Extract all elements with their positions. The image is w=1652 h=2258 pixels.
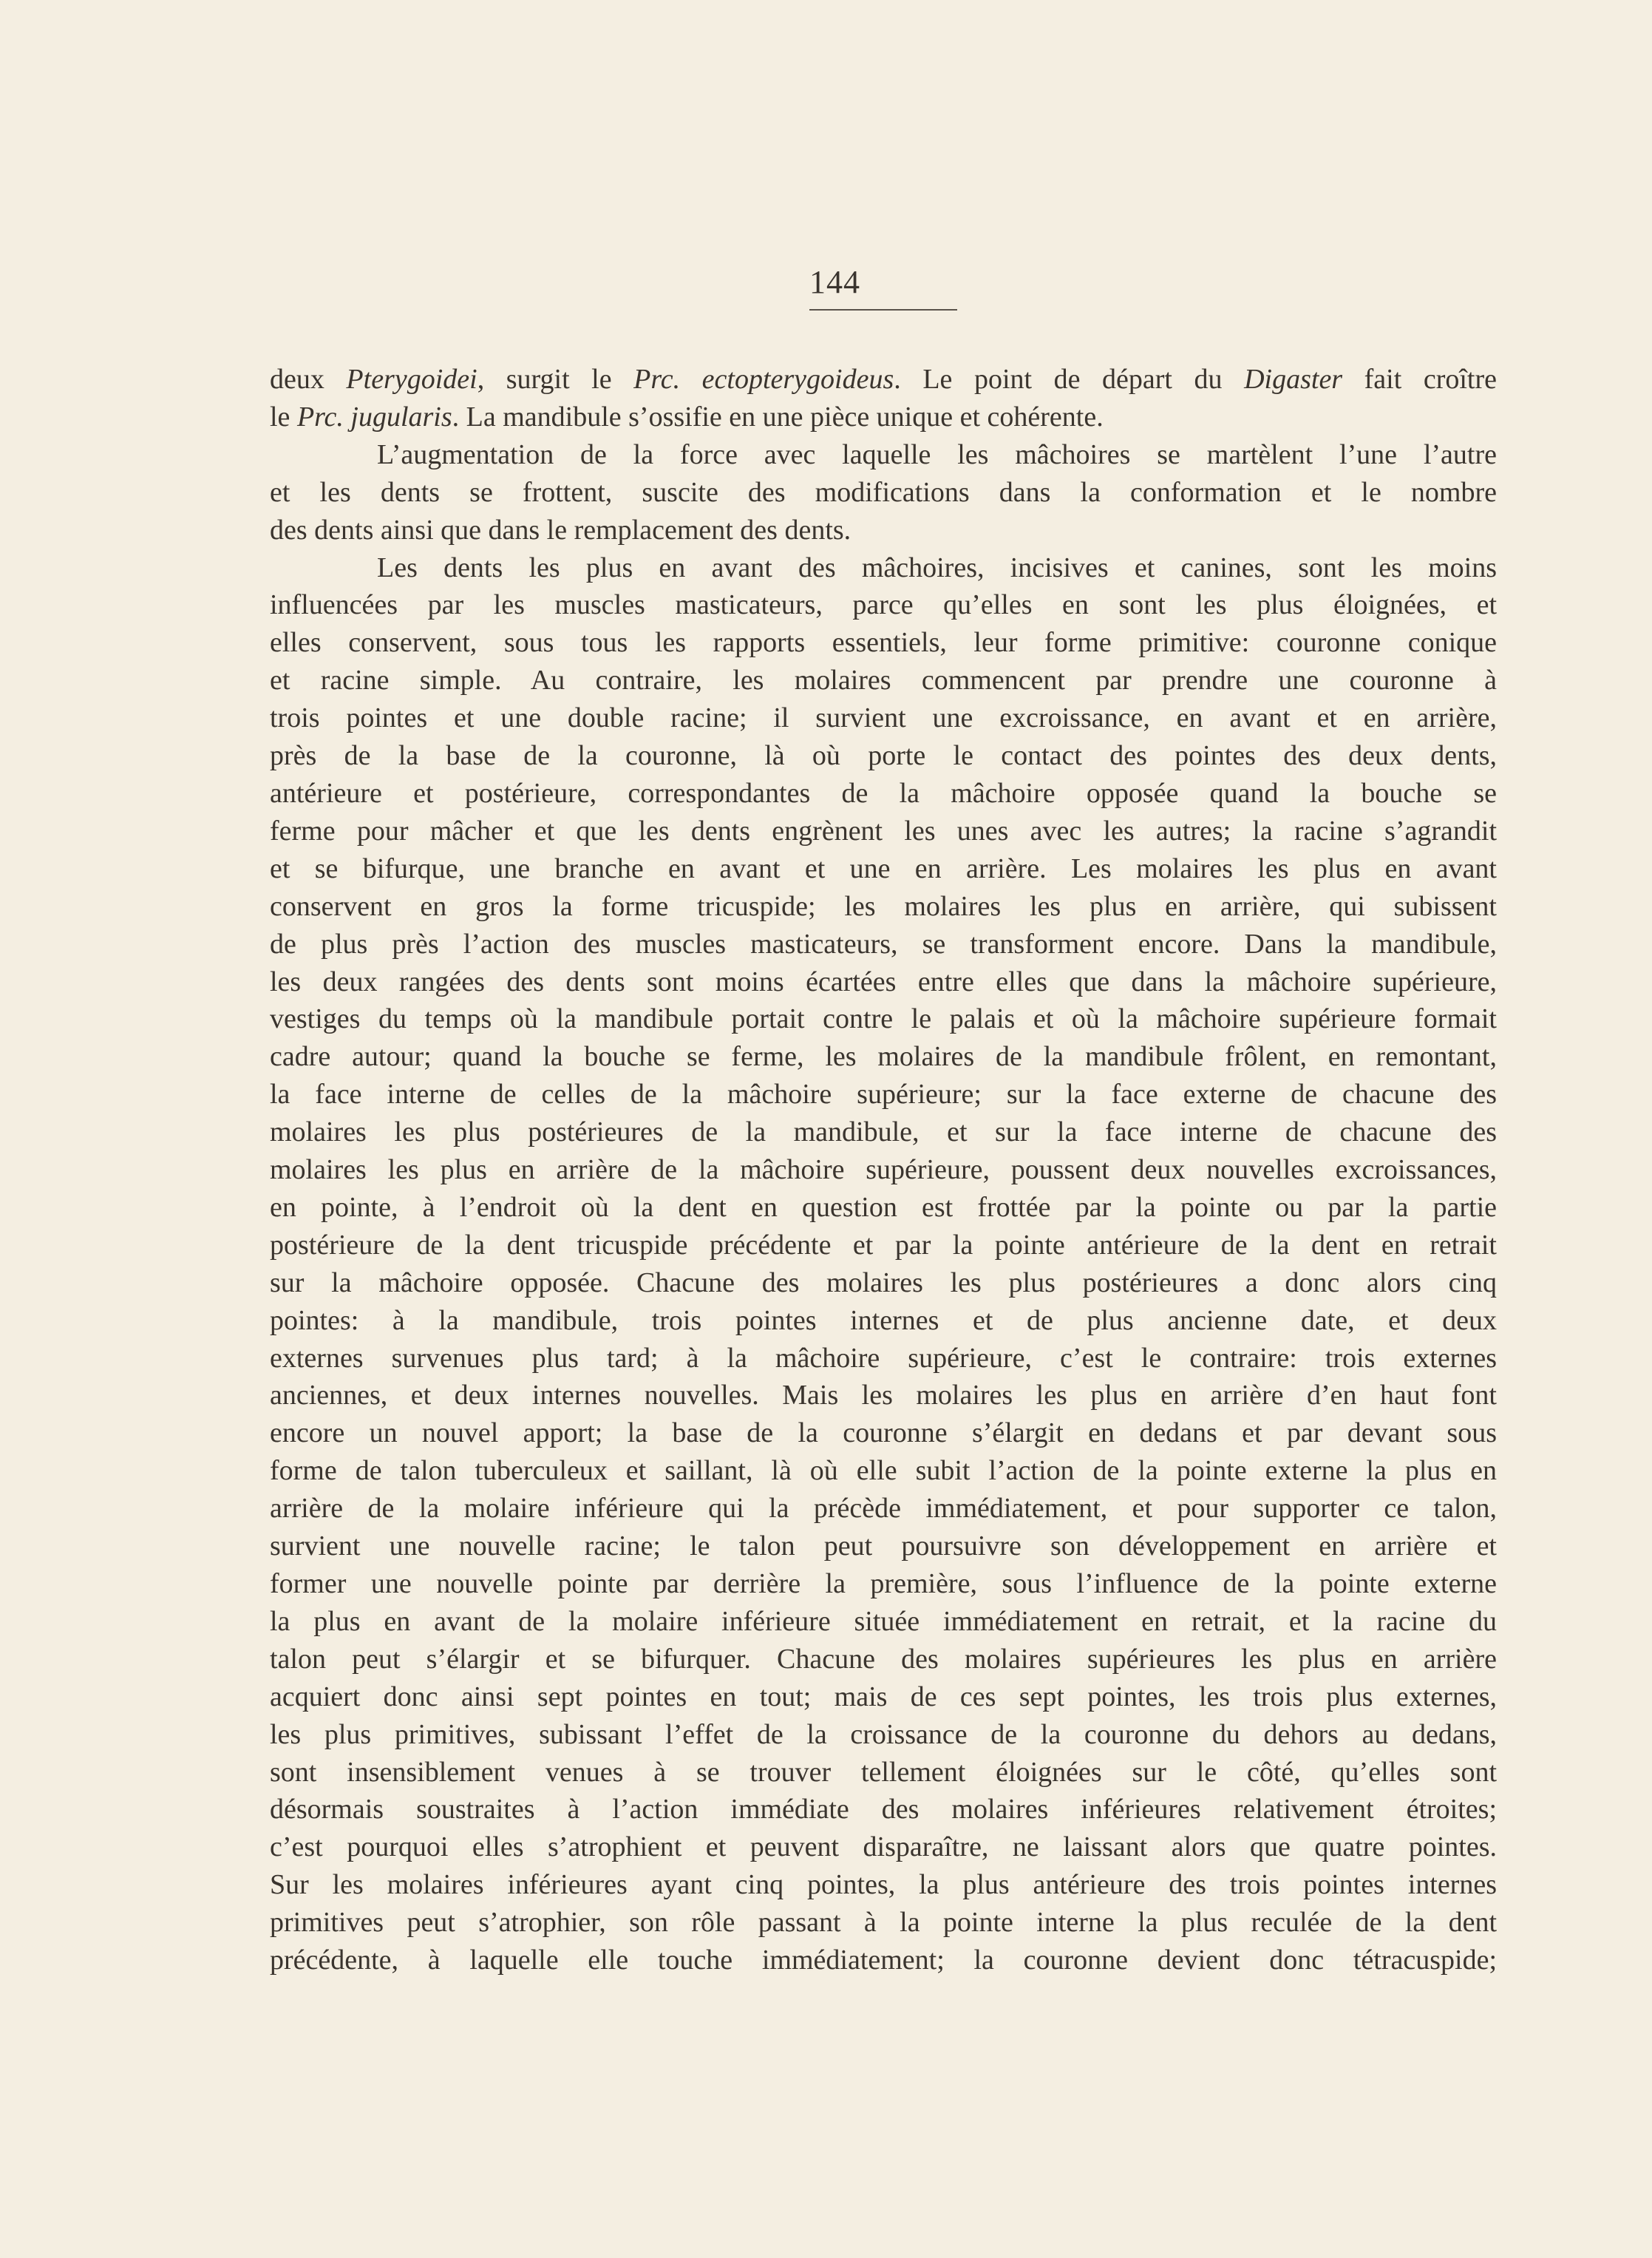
text-line: ferme pour mâcher et que les dents engrènent les unes avec les autres; la racine s’agrandit bbox=[270, 815, 1497, 847]
text-line: externes survenues plus tard; à la mâchoire supérieure, c’est le contraire: trois externes bbox=[270, 1342, 1497, 1374]
text-line: Sur les molaires inférieures ayant cinq pointes, la plus antérieure des trois pointes internes bbox=[270, 1869, 1497, 1901]
text-run: , surgit le bbox=[477, 364, 634, 395]
text-line: talon peut s’élargir et se bifurquer. Chacune des molaires supérieures les plus en arrière bbox=[270, 1643, 1497, 1675]
text-line: former une nouvelle pointe par derrière la première, sous l’influence de la pointe externe bbox=[270, 1568, 1497, 1599]
text-run: deux bbox=[270, 364, 347, 395]
text-line: primitives peut s’atrophier, son rôle passant à la pointe interne la plus reculée de la dent bbox=[270, 1907, 1497, 1939]
text-line: molaires les plus en arrière de la mâchoire supérieure, poussent deux nouvelles excroissances, bbox=[270, 1154, 1497, 1186]
italic-term: Pterygoidei bbox=[346, 364, 477, 395]
text-line: sont insensiblement venues à se trouver tellement éloignées sur le côté, qu’elles sont bbox=[270, 1756, 1497, 1788]
text-line: trois pointes et une double racine; il survient une excroissance, en avant et en arrière, bbox=[270, 702, 1497, 734]
text-line: elles conservent, sous tous les rapports essentiels, leur forme primitive: couronne conique bbox=[270, 627, 1497, 659]
text-line: postérieure de la dent tricuspide précédente et par la pointe antérieure de la dent en retrait bbox=[270, 1229, 1497, 1261]
text-line: sur la mâchoire opposée. Chacune des molaires les plus postérieures a donc alors cinq bbox=[270, 1267, 1497, 1298]
text-run: le bbox=[270, 401, 297, 433]
italic-term: Prc. ectopterygoideus bbox=[633, 364, 894, 395]
text-line: et racine simple. Au contraire, les molaires commencent par prendre une couronne à bbox=[270, 665, 1497, 696]
text-line: conservent en gros la forme tricuspide; les molaires les plus en arrière, qui subissent bbox=[270, 890, 1497, 922]
text-line bbox=[270, 361, 1497, 399]
text-line: la plus en avant de la molaire inférieure située immédiatement en retrait, et la racine du bbox=[270, 1605, 1497, 1637]
text-line: et se bifurque, une branche en avant et une en arrière. Les molaires les plus en avant bbox=[270, 852, 1497, 884]
italic-term: Digaster bbox=[1244, 364, 1343, 395]
text-run: . La mandibule s’ossifie en une pièce unique et cohérente. bbox=[452, 401, 1104, 433]
text-line: antérieure et postérieure, correspondantes de la mâchoire opposée quand la bouche se bbox=[270, 777, 1497, 809]
text-line: pointes: à la mandibule, trois pointes internes et de plus ancienne date, et deux bbox=[270, 1304, 1497, 1336]
text-line: vestiges du temps où la mandibule portait contre le palais et où la mâchoire supérieure formait bbox=[270, 1003, 1497, 1035]
text-line: cadre autour; quand la bouche se ferme, les molaires de la mandibule frôlent, en remontant, bbox=[270, 1041, 1497, 1073]
italic-term: Prc. jugularis bbox=[296, 401, 452, 433]
text-run: fait croître bbox=[1342, 364, 1497, 395]
text-run: . Le point de départ du bbox=[894, 364, 1245, 395]
page-number-rule bbox=[809, 309, 957, 311]
text-line: des dents ainsi que dans le remplacement des dents. bbox=[270, 514, 852, 546]
text-line: c’est pourquoi elles s’atrophient et peuvent disparaître, ne laissant alors que quatre pointes. bbox=[270, 1831, 1497, 1863]
body-text bbox=[270, 361, 1497, 1979]
text-line: la face interne de celles de la mâchoire supérieure; sur la face externe de chacune des bbox=[270, 1079, 1497, 1111]
text-line: Les dents les plus en avant des mâchoires, incisives et canines, sont les moins bbox=[377, 552, 1497, 583]
text-line: et les dents se frottent, suscite des modifications dans la conformation et le nombre bbox=[270, 476, 1497, 508]
text-line: désormais soustraites à l’action immédiate des molaires inférieures relativement étroites; bbox=[270, 1794, 1497, 1825]
text-line: arrière de la molaire inférieure qui la précède immédiatement, et pour supporter ce talon, bbox=[270, 1493, 1497, 1525]
text-line: encore un nouvel apport; la base de la couronne s’élargit en dedans et par devant sous bbox=[270, 1417, 1497, 1449]
text-line bbox=[270, 399, 1497, 436]
text-line: molaires les plus postérieures de la mandibule, et sur la face interne de chacune des bbox=[270, 1116, 1497, 1148]
text-line: L’augmentation de la force avec laquelle les mâchoires se martèlent l’une l’autre bbox=[377, 438, 1497, 470]
text-line: en pointe, à l’endroit où la dent en question est frottée par la pointe ou par la partie bbox=[270, 1191, 1497, 1223]
text-line: de plus près l’action des muscles masticateurs, se transforment encore. Dans la mandibule, bbox=[270, 928, 1497, 960]
text-line: les plus primitives, subissant l’effet de la croissance de la couronne du dehors au dedans, bbox=[270, 1718, 1497, 1750]
page-number: 144 bbox=[809, 264, 860, 300]
text-line: près de la base de la couronne, là où porte le contact des pointes des deux dents, bbox=[270, 740, 1497, 772]
text-line: précédente, à laquelle elle touche immédiatement; la couronne devient donc tétracuspide; bbox=[270, 1945, 1497, 1976]
text-line: anciennes, et deux internes nouvelles. Mais les molaires les plus en arrière d’en haut font bbox=[270, 1380, 1497, 1411]
text-line: survient une nouvelle racine; le talon peut poursuivre son développement en arrière et bbox=[270, 1530, 1497, 1562]
text-line: acquiert donc ainsi sept pointes en tout; mais de ces sept pointes, les trois plus externes, bbox=[270, 1681, 1497, 1712]
text-line: forme de talon tuberculeux et saillant, là où elle subit l’action de la pointe externe la plus en bbox=[270, 1455, 1497, 1487]
text-line: influencées par les muscles masticateurs, parce qu’elles en sont les plus éloignées, et bbox=[270, 589, 1497, 621]
text-line: les deux rangées des dents sont moins écartées entre elles que dans la mâchoire supérieure, bbox=[270, 966, 1497, 997]
